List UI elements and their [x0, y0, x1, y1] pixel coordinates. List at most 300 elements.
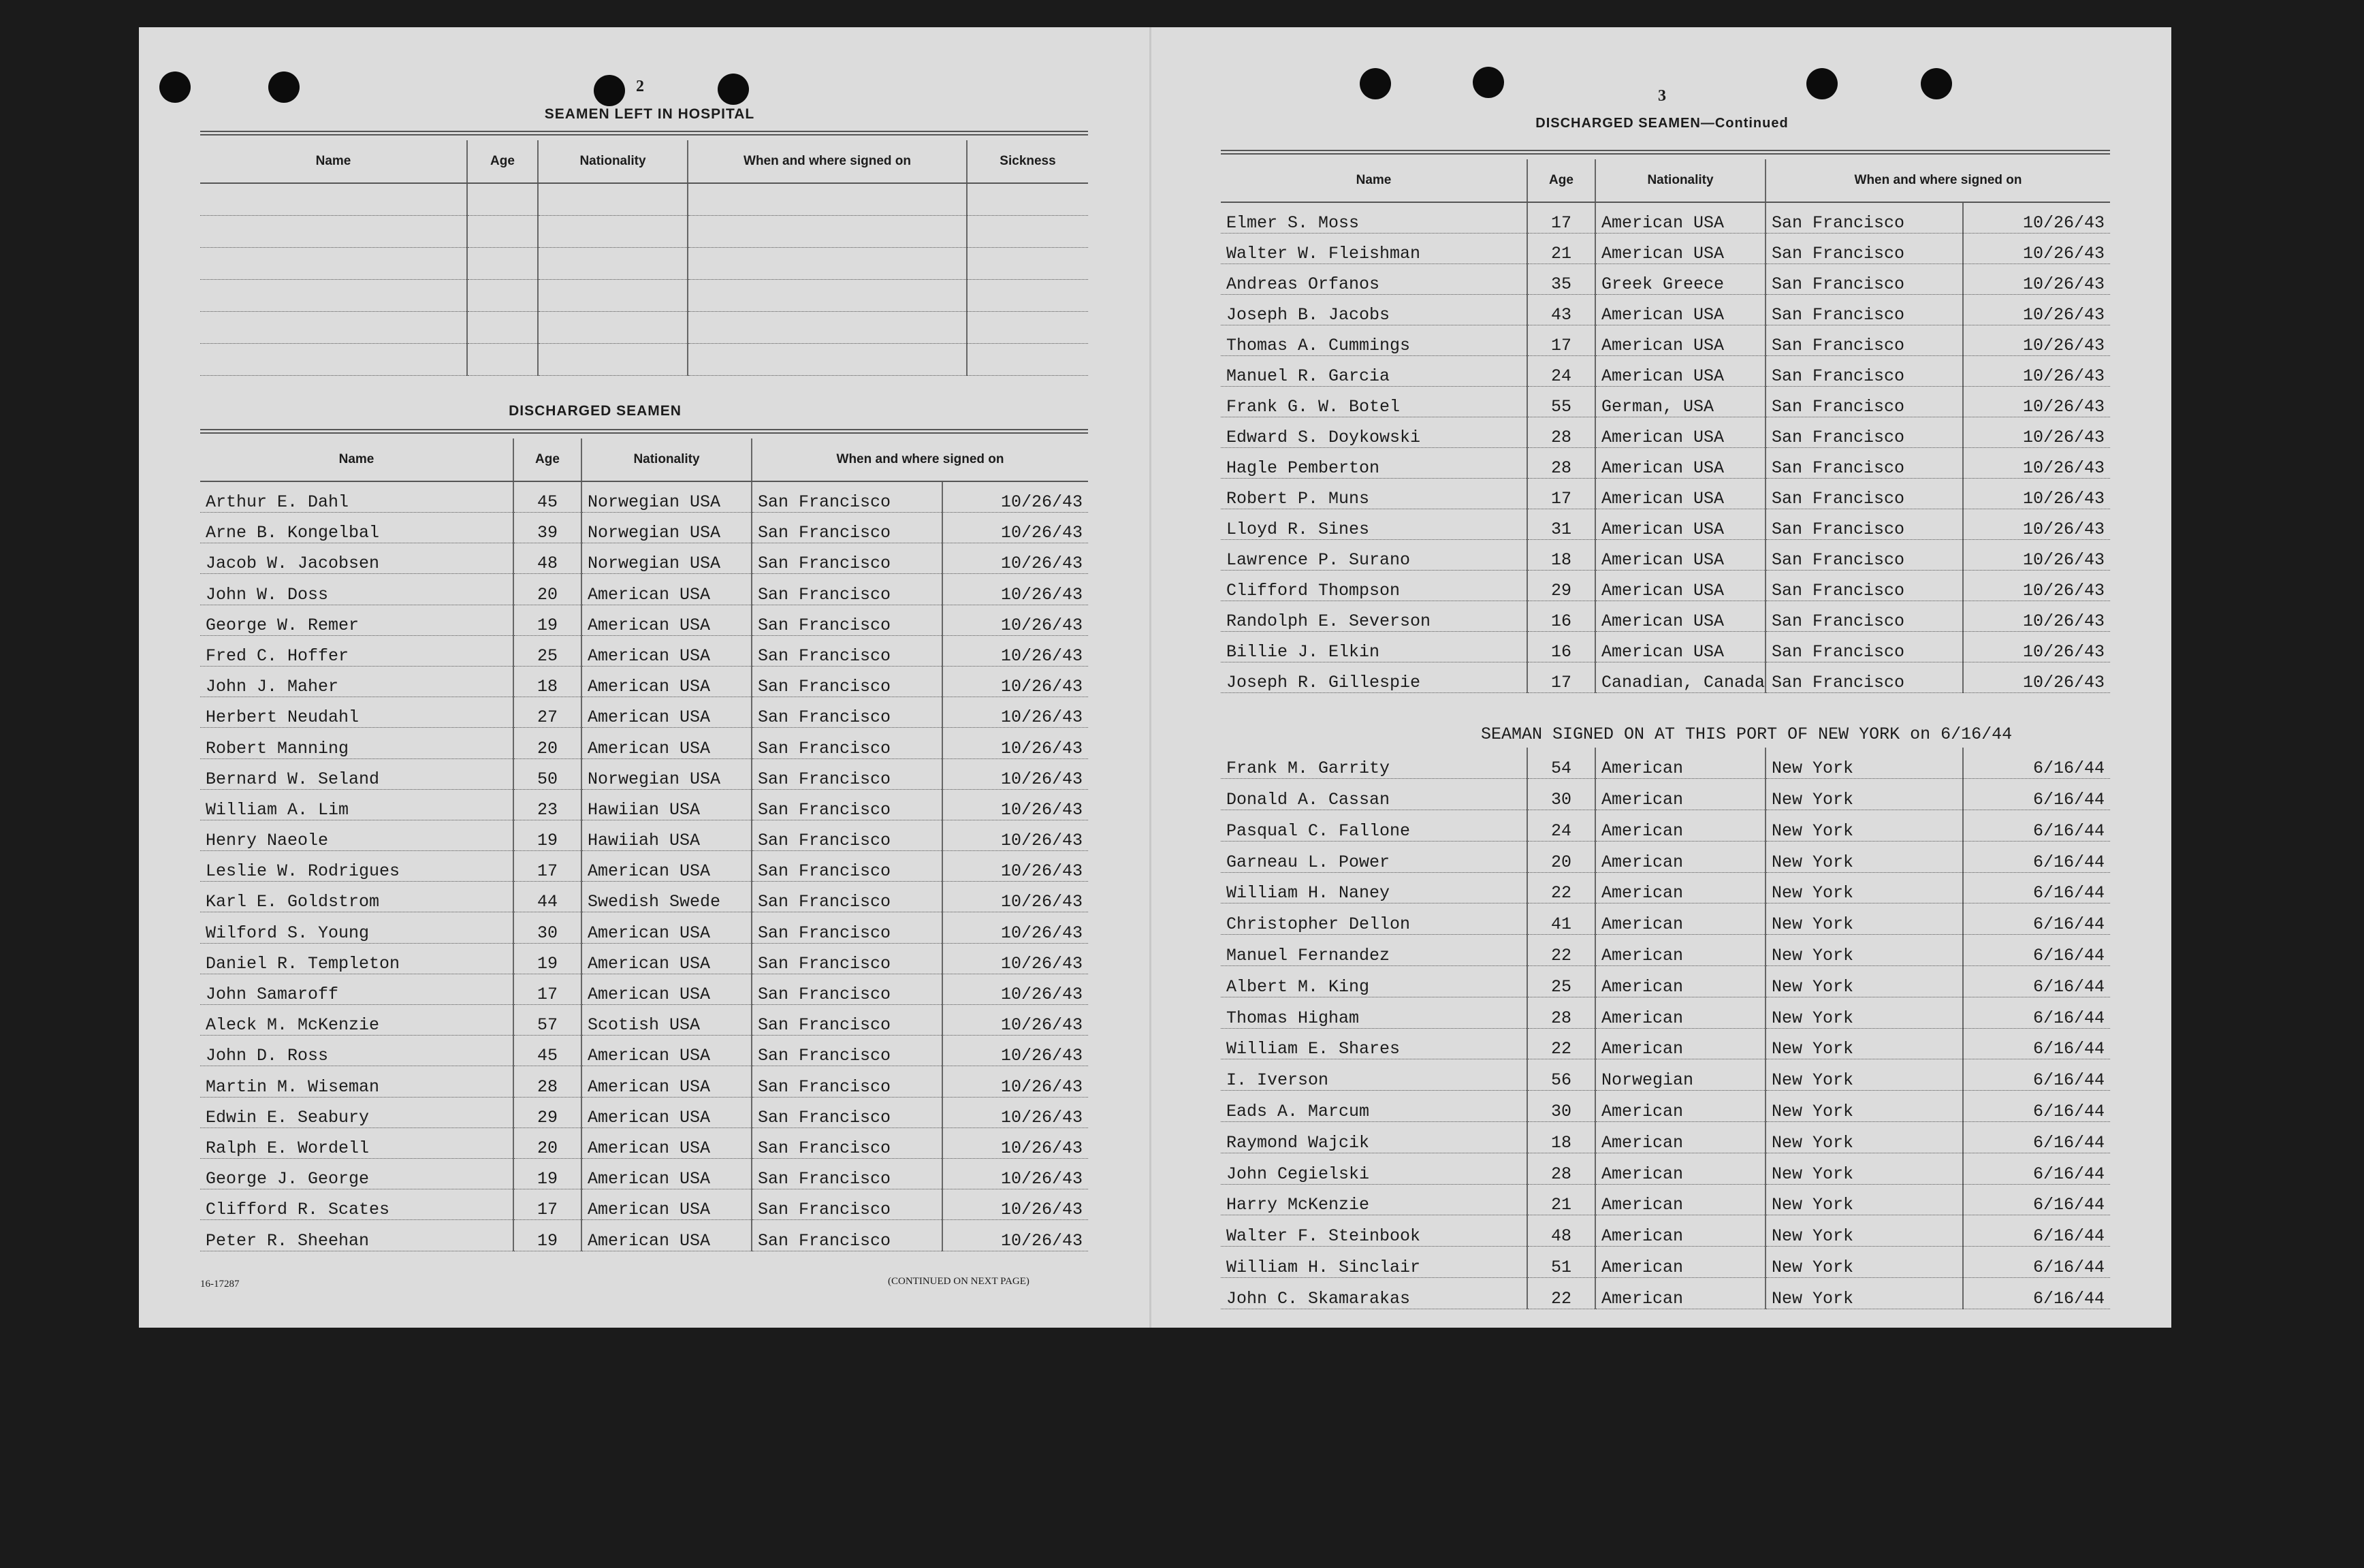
signed-on-place: San Francisco: [1766, 356, 1963, 387]
signed-on-place: New York: [1766, 1122, 1963, 1153]
signed-on-place: San Francisco: [1766, 387, 1963, 417]
table-row: [200, 974, 1088, 1004]
signed-on-place: San Francisco: [752, 605, 942, 635]
seaman-age: 57: [513, 1005, 581, 1036]
signed-on-date: 10/26/43: [942, 697, 1088, 728]
seaman-nationality: American USA: [1595, 601, 1766, 632]
seaman-name: Frank M. Garrity: [1221, 748, 1527, 779]
signed-on-date: 6/16/44: [1963, 935, 2110, 966]
blank-cell: [538, 344, 688, 376]
page-number: 2: [636, 78, 644, 95]
blank-cell: [538, 312, 688, 344]
seaman-nationality: American USA: [581, 666, 752, 697]
blank-cell: [538, 216, 688, 248]
seaman-nationality: American USA: [1595, 325, 1766, 356]
seaman-name: Lloyd R. Sines: [1221, 509, 1527, 540]
seaman-name: Pasqual C. Fallone: [1221, 810, 1527, 842]
seaman-nationality: American USA: [581, 1036, 752, 1066]
seaman-nationality: Greek Greece: [1595, 264, 1766, 295]
signed-on-place: New York: [1766, 935, 1963, 966]
table-row: [1221, 1215, 2110, 1247]
table-row: [200, 758, 1088, 789]
seaman-nationality: Norwegian USA: [581, 543, 752, 574]
seaman-age: 20: [1527, 841, 1595, 872]
seaman-age: 45: [513, 1036, 581, 1066]
seaman-age: 18: [1527, 540, 1595, 571]
signed-on-date: 6/16/44: [1963, 1184, 2110, 1215]
punch-hole: [1921, 68, 1952, 99]
table-row: [1221, 1247, 2110, 1278]
discharged-title: DISCHARGED SEAMEN: [509, 403, 682, 419]
seaman-name: Robert P. Muns: [1221, 479, 1527, 509]
signed-on-date: 10/26/43: [942, 605, 1088, 635]
punch-hole: [1360, 68, 1391, 99]
seaman-nationality: Norwegian USA: [581, 513, 752, 543]
blank-cell: [200, 344, 467, 376]
signed-on-place: San Francisco: [752, 635, 942, 666]
page-number: 3: [1658, 87, 1666, 105]
signed-on-date: 10/26/43: [1963, 448, 2110, 479]
table-row: [200, 912, 1088, 943]
signed-on-date: 10/26/43: [942, 666, 1088, 697]
seaman-name: Walter W. Fleishman: [1221, 234, 1527, 264]
signed-on-date: 10/26/43: [942, 820, 1088, 850]
blank-cell: [538, 280, 688, 312]
seaman-name: Fred C. Hoffer: [200, 635, 513, 666]
seaman-name: Daniel R. Templeton: [200, 943, 513, 974]
table-row: [1221, 1028, 2110, 1059]
seaman-name: Eads A. Marcum: [1221, 1091, 1527, 1122]
seaman-name: John J. Maher: [200, 666, 513, 697]
signed-on-place: San Francisco: [752, 697, 942, 728]
seaman-name: Lawrence P. Surano: [1221, 540, 1527, 571]
seaman-age: 23: [513, 789, 581, 820]
signed-on-place: San Francisco: [1766, 662, 1963, 693]
seaman-age: 39: [513, 513, 581, 543]
continued-note: (CONTINUED ON NEXT PAGE): [888, 1276, 1029, 1287]
signed-on-date: 10/26/43: [1963, 540, 2110, 571]
seaman-age: 41: [1527, 903, 1595, 935]
table-row: [1221, 810, 2110, 842]
seaman-nationality: American: [1595, 779, 1766, 810]
table-row: [200, 1220, 1088, 1251]
blank-cell: [967, 248, 1088, 280]
blank-row: [200, 248, 1088, 280]
signed-on-place: New York: [1766, 1091, 1963, 1122]
table-row: [1221, 1122, 2110, 1153]
blank-cell: [467, 344, 538, 376]
seaman-age: 31: [1527, 509, 1595, 540]
seaman-name: Harry McKenzie: [1221, 1184, 1527, 1215]
seaman-name: John C. Skamarakas: [1221, 1278, 1527, 1309]
seaman-age: 18: [513, 666, 581, 697]
signed-on-date: 10/26/43: [942, 481, 1088, 513]
blank-cell: [467, 280, 538, 312]
signed-on-date: 6/16/44: [1963, 1278, 2110, 1309]
seaman-age: 48: [1527, 1215, 1595, 1247]
signed-on-place: San Francisco: [752, 789, 942, 820]
seaman-name: William H. Sinclair: [1221, 1247, 1527, 1278]
seaman-age: 29: [513, 1097, 581, 1127]
blank-row: [200, 312, 1088, 344]
seaman-nationality: American USA: [581, 697, 752, 728]
seaman-age: 19: [513, 1220, 581, 1251]
signed-on-date: 6/16/44: [1963, 748, 2110, 779]
seaman-age: 21: [1527, 1184, 1595, 1215]
table-row: [1221, 1184, 2110, 1215]
signed-on-date: 10/26/43: [1963, 264, 2110, 295]
signed-on-date: 6/16/44: [1963, 841, 2110, 872]
signed-on-date: 10/26/43: [942, 728, 1088, 758]
seaman-name: Henry Naeole: [200, 820, 513, 850]
seaman-nationality: American: [1595, 1278, 1766, 1309]
table-row: [1221, 748, 2110, 779]
col-header-age: Age: [467, 140, 538, 183]
seaman-nationality: American: [1595, 1247, 1766, 1278]
signed-on-date: 10/26/43: [1963, 295, 2110, 325]
seaman-nationality: American USA: [1595, 479, 1766, 509]
seaman-age: 29: [1527, 571, 1595, 601]
signed-on-date: 10/26/43: [1963, 417, 2110, 448]
signed-on-place: New York: [1766, 1184, 1963, 1215]
signed-on-place: San Francisco: [752, 1036, 942, 1066]
seaman-age: 25: [513, 635, 581, 666]
table-row: [1221, 966, 2110, 997]
seaman-nationality: American USA: [581, 1127, 752, 1158]
seaman-nationality: American: [1595, 966, 1766, 997]
table-row: [1221, 202, 2110, 234]
seaman-age: 18: [1527, 1122, 1595, 1153]
table-row: [200, 635, 1088, 666]
seaman-age: 21: [1527, 234, 1595, 264]
signed-on-date: 10/26/43: [1963, 601, 2110, 632]
seaman-nationality: American: [1595, 903, 1766, 935]
blank-cell: [200, 216, 467, 248]
seaman-nationality: American: [1595, 810, 1766, 842]
table-row: [200, 789, 1088, 820]
seaman-age: 28: [1527, 1153, 1595, 1184]
right-page: [1149, 27, 2171, 1328]
punch-hole: [268, 71, 300, 103]
seaman-name: John D. Ross: [200, 1036, 513, 1066]
signed-on-date: 10/26/43: [942, 789, 1088, 820]
seaman-nationality: Norwegian: [1595, 1059, 1766, 1091]
blank-cell: [200, 280, 467, 312]
seaman-nationality: American USA: [581, 974, 752, 1004]
seaman-nationality: American: [1595, 1184, 1766, 1215]
seaman-name: John W. Doss: [200, 574, 513, 605]
signed-on-date: 6/16/44: [1963, 779, 2110, 810]
seaman-nationality: American USA: [1595, 448, 1766, 479]
signed-on-place: San Francisco: [752, 1158, 942, 1189]
col-header-sickness: Sickness: [967, 140, 1088, 183]
seaman-age: 30: [1527, 779, 1595, 810]
seaman-age: 43: [1527, 295, 1595, 325]
seaman-age: 24: [1527, 356, 1595, 387]
col-header-age: Age: [513, 438, 581, 481]
signed-on-place: San Francisco: [752, 728, 942, 758]
signed-on-place: San Francisco: [752, 666, 942, 697]
table-row: [200, 513, 1088, 543]
blank-cell: [688, 248, 967, 280]
signed-on-date: 10/26/43: [942, 574, 1088, 605]
seaman-nationality: American USA: [1595, 540, 1766, 571]
signed-on-date: 6/16/44: [1963, 997, 2110, 1028]
table-row: [200, 1127, 1088, 1158]
seaman-age: 17: [513, 851, 581, 882]
seaman-nationality: American USA: [581, 943, 752, 974]
seaman-name: Karl E. Goldstrom: [200, 882, 513, 912]
table-row: [1221, 234, 2110, 264]
signed-on-place: San Francisco: [1766, 417, 1963, 448]
seaman-age: 22: [1527, 1278, 1595, 1309]
signed-on-date: 6/16/44: [1963, 966, 2110, 997]
signed-on-place: San Francisco: [1766, 509, 1963, 540]
signed-on-date: 10/26/43: [1963, 662, 2110, 693]
signed-on-place: San Francisco: [752, 820, 942, 850]
seaman-age: 28: [1527, 448, 1595, 479]
punch-hole: [718, 74, 749, 105]
signed-on-place: San Francisco: [1766, 632, 1963, 662]
signed-on-date: 10/26/43: [1963, 571, 2110, 601]
signed-on-place: New York: [1766, 1247, 1963, 1278]
seaman-nationality: American USA: [1595, 356, 1766, 387]
discharged-table: [200, 438, 1088, 1251]
col-header-nationality: Nationality: [538, 140, 688, 183]
seaman-nationality: American USA: [1595, 509, 1766, 540]
table-row: [200, 851, 1088, 882]
seaman-name: William A. Lim: [200, 789, 513, 820]
seaman-nationality: American: [1595, 1091, 1766, 1122]
signed-on-place: San Francisco: [1766, 234, 1963, 264]
table-row: [200, 728, 1088, 758]
table-row: [1221, 509, 2110, 540]
table-row: [1221, 997, 2110, 1028]
signed-on-date: 10/26/43: [1963, 325, 2110, 356]
seaman-name: Arthur E. Dahl: [200, 481, 513, 513]
seaman-name: William E. Shares: [1221, 1028, 1527, 1059]
signed-on-date: 6/16/44: [1963, 1215, 2110, 1247]
table-row: [1221, 295, 2110, 325]
punch-hole: [594, 75, 625, 106]
signed-on-place: San Francisco: [752, 758, 942, 789]
seaman-name: Albert M. King: [1221, 966, 1527, 997]
blank-cell: [200, 183, 467, 216]
signed-on-date: 10/26/43: [942, 758, 1088, 789]
table-row: [200, 1097, 1088, 1127]
table-row: [1221, 1153, 2110, 1184]
signed-on-date: 10/26/43: [942, 1158, 1088, 1189]
seaman-name: Joseph R. Gillespie: [1221, 662, 1527, 693]
seaman-age: 17: [513, 974, 581, 1004]
table-row: [200, 574, 1088, 605]
seaman-age: 30: [1527, 1091, 1595, 1122]
seaman-age: 48: [513, 543, 581, 574]
seaman-name: Thomas A. Cummings: [1221, 325, 1527, 356]
signed-on-place: San Francisco: [752, 882, 942, 912]
seaman-nationality: German, USA: [1595, 387, 1766, 417]
seaman-nationality: American USA: [1595, 202, 1766, 234]
divider: [1221, 150, 2110, 155]
table-row: [200, 1158, 1088, 1189]
seaman-nationality: American USA: [1595, 632, 1766, 662]
signed-on-place: New York: [1766, 1028, 1963, 1059]
signed-on-place: San Francisco: [1766, 479, 1963, 509]
table-row: [200, 605, 1088, 635]
blank-cell: [200, 248, 467, 280]
seaman-nationality: American USA: [581, 1220, 752, 1251]
col-header-name: Name: [200, 140, 467, 183]
seaman-name: Bernard W. Seland: [200, 758, 513, 789]
signed-on-place: San Francisco: [752, 1220, 942, 1251]
seaman-age: 44: [513, 882, 581, 912]
seaman-name: Hagle Pemberton: [1221, 448, 1527, 479]
signed-on-date: 6/16/44: [1963, 1028, 2110, 1059]
seaman-age: 17: [1527, 325, 1595, 356]
divider: [200, 429, 1088, 434]
seaman-nationality: American USA: [581, 1158, 752, 1189]
punch-hole: [1473, 67, 1504, 98]
seaman-nationality: American: [1595, 1122, 1766, 1153]
blank-cell: [467, 216, 538, 248]
discharged-continued-title: DISCHARGED SEAMEN—Continued: [1535, 116, 1789, 131]
seaman-nationality: American: [1595, 997, 1766, 1028]
seaman-name: Elmer S. Moss: [1221, 202, 1527, 234]
signed-on-place: San Francisco: [752, 1066, 942, 1097]
seaman-name: Garneau L. Power: [1221, 841, 1527, 872]
seaman-nationality: American USA: [581, 605, 752, 635]
signed-on-date: 10/26/43: [942, 912, 1088, 943]
seaman-age: 25: [1527, 966, 1595, 997]
col-header-name: Name: [200, 438, 513, 481]
table-row: [1221, 662, 2110, 693]
seaman-age: 28: [513, 1066, 581, 1097]
signed-on-date: 10/26/43: [1963, 632, 2110, 662]
seaman-nationality: American USA: [581, 574, 752, 605]
seaman-name: Billie J. Elkin: [1221, 632, 1527, 662]
signed-on-place: San Francisco: [752, 1127, 942, 1158]
seaman-age: 55: [1527, 387, 1595, 417]
divider: [200, 131, 1088, 135]
seaman-nationality: American: [1595, 1153, 1766, 1184]
signed-on-place: San Francisco: [752, 513, 942, 543]
signed-on-place: San Francisco: [1766, 571, 1963, 601]
signed-on-date: 10/26/43: [942, 1189, 1088, 1220]
table-row: [200, 1066, 1088, 1097]
seaman-age: 19: [513, 605, 581, 635]
seaman-name: Raymond Wajcik: [1221, 1122, 1527, 1153]
signed-on-place: San Francisco: [1766, 295, 1963, 325]
blank-cell: [467, 312, 538, 344]
seaman-name: Martin M. Wiseman: [200, 1066, 513, 1097]
table-row: [200, 1005, 1088, 1036]
signed-on-place: San Francisco: [752, 543, 942, 574]
blank-row: [200, 216, 1088, 248]
seaman-name: Robert Manning: [200, 728, 513, 758]
seaman-nationality: American USA: [1595, 234, 1766, 264]
seaman-name: William H. Naney: [1221, 872, 1527, 903]
signed-on-date: 10/26/43: [942, 1097, 1088, 1127]
seaman-name: Manuel Fernandez: [1221, 935, 1527, 966]
signed-on-place: San Francisco: [752, 974, 942, 1004]
seaman-age: 45: [513, 481, 581, 513]
seaman-age: 35: [1527, 264, 1595, 295]
seaman-name: Joseph B. Jacobs: [1221, 295, 1527, 325]
signed-on-place: New York: [1766, 748, 1963, 779]
seaman-age: 27: [513, 697, 581, 728]
seaman-name: Manuel R. Garcia: [1221, 356, 1527, 387]
signed-on-place: San Francisco: [752, 1097, 942, 1127]
table-row: [1221, 841, 2110, 872]
seaman-name: George W. Remer: [200, 605, 513, 635]
blank-cell: [688, 216, 967, 248]
seaman-name: Edward S. Doykowski: [1221, 417, 1527, 448]
signed-on-date: 10/26/43: [1963, 387, 2110, 417]
blank-cell: [967, 280, 1088, 312]
seaman-age: 54: [1527, 748, 1595, 779]
seaman-nationality: American USA: [581, 635, 752, 666]
col-header-nationality: Nationality: [1595, 159, 1766, 202]
col-header-signed-on: When and where signed on: [688, 140, 967, 183]
signed-on-date: 10/26/43: [942, 974, 1088, 1004]
signed-on-date: 10/26/43: [942, 635, 1088, 666]
seaman-nationality: American: [1595, 1028, 1766, 1059]
table-row: [1221, 601, 2110, 632]
seaman-age: 24: [1527, 810, 1595, 842]
table-row: [200, 943, 1088, 974]
blank-cell: [967, 344, 1088, 376]
seaman-name: John Cegielski: [1221, 1153, 1527, 1184]
blank-row: [200, 183, 1088, 216]
seaman-age: 17: [1527, 479, 1595, 509]
signed-on-place: New York: [1766, 1059, 1963, 1091]
seaman-name: Arne B. Kongelbal: [200, 513, 513, 543]
seaman-name: I. Iverson: [1221, 1059, 1527, 1091]
col-header-nationality: Nationality: [581, 438, 752, 481]
seaman-name: Frank G. W. Botel: [1221, 387, 1527, 417]
seaman-nationality: American: [1595, 935, 1766, 966]
seaman-name: Randolph E. Severson: [1221, 601, 1527, 632]
form-number: 16-17287: [200, 1279, 240, 1290]
seaman-nationality: American: [1595, 1215, 1766, 1247]
seaman-nationality: Swedish Swede: [581, 882, 752, 912]
table-row: [1221, 325, 2110, 356]
new-york-signed-table: [1221, 748, 2110, 1309]
blank-cell: [688, 312, 967, 344]
hospital-title: SEAMEN LEFT IN HOSPITAL: [544, 106, 755, 122]
signed-on-date: 6/16/44: [1963, 1122, 2110, 1153]
signed-on-place: San Francisco: [1766, 601, 1963, 632]
seaman-age: 17: [513, 1189, 581, 1220]
seaman-name: George J. George: [200, 1158, 513, 1189]
signed-on-place: New York: [1766, 1278, 1963, 1309]
seaman-name: Christopher Dellon: [1221, 903, 1527, 935]
signed-on-date: 10/26/43: [942, 543, 1088, 574]
signed-on-place: San Francisco: [1766, 448, 1963, 479]
seaman-name: Peter R. Sheehan: [200, 1220, 513, 1251]
signed-on-date: 10/26/43: [942, 513, 1088, 543]
col-header-age: Age: [1527, 159, 1595, 202]
seaman-age: 50: [513, 758, 581, 789]
table-row: [1221, 448, 2110, 479]
signed-on-date: 10/26/43: [942, 1066, 1088, 1097]
seaman-age: 19: [513, 943, 581, 974]
seaman-nationality: American USA: [581, 851, 752, 882]
signed-on-place: San Francisco: [1766, 325, 1963, 356]
col-header-signed-on: When and where signed on: [752, 438, 1088, 481]
seaman-age: 17: [1527, 202, 1595, 234]
seaman-name: Donald A. Cassan: [1221, 779, 1527, 810]
